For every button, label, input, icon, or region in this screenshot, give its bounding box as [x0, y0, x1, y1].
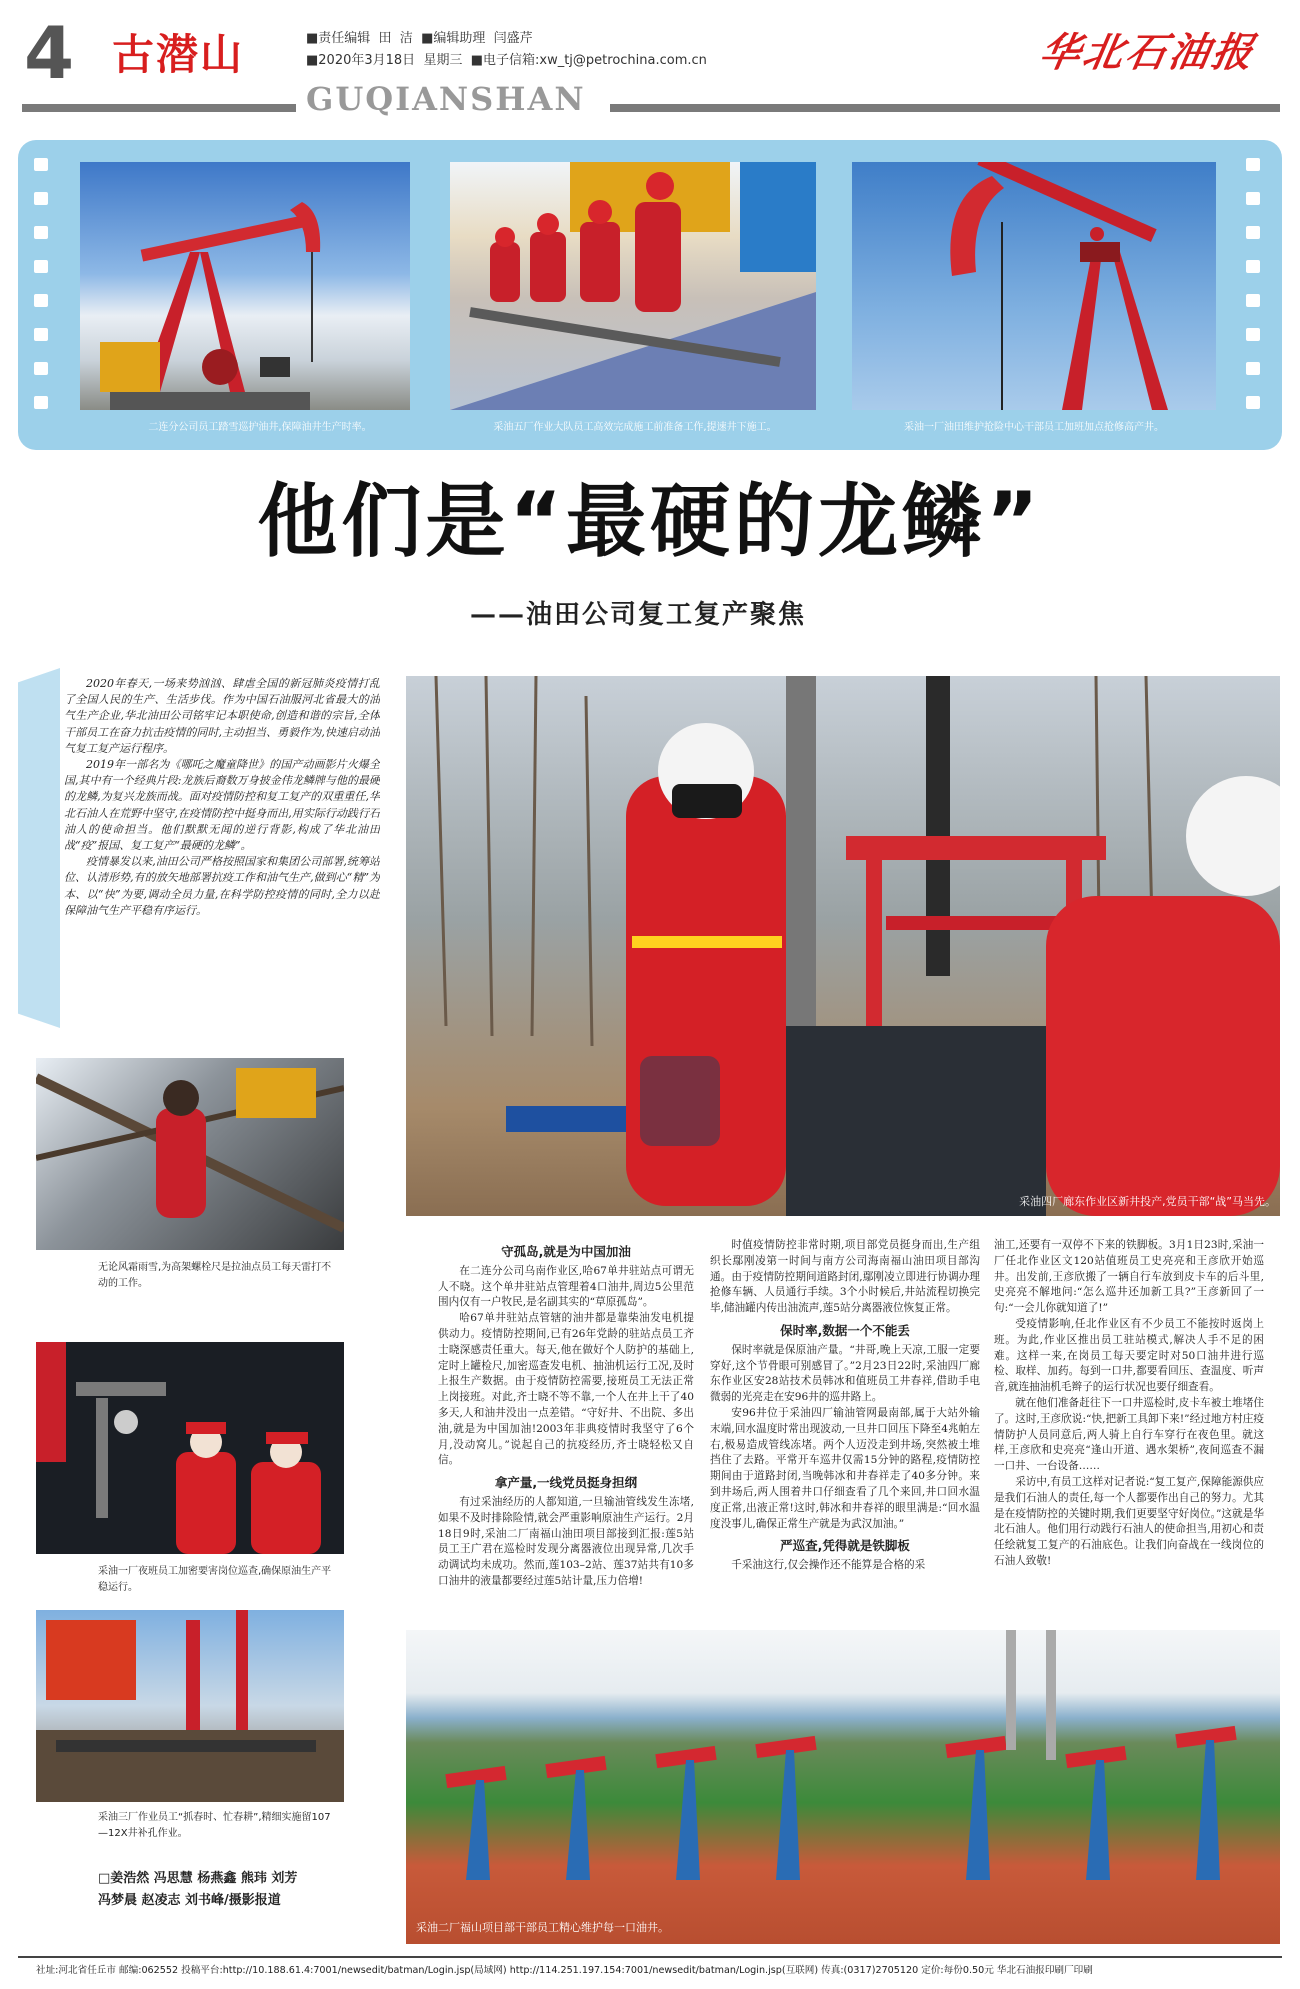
- top-caption-1: 二连分公司员工踏雪巡护油井,保障油井生产时率。: [148, 422, 372, 433]
- sprocket: [1246, 158, 1260, 171]
- main-photo: [406, 676, 1280, 1216]
- article-column-3: [994, 1238, 1264, 1628]
- article-paragraph: 安96井位于采油四厂输油管网最南部,属于大站外输末端,回水温度时常出现波动,一旦井口回压下降至4兆帕左右,极易造成管线冻堵。两个人迈没走到井场,突然被土堆挡住了去路。平常开车巡井仅需15分钟的路程,疫情防控期间由于道路封闭,当晚韩冰和井春祥走了40多分钟。来到井场后,两人围着井口仔细查看了几个来回,井口回水温度正常,出液正常!这时,韩冰和井春祥的眼里满是:“回水温度没事儿,确保正常生产就是为武汉加油。”: [710, 1406, 980, 1530]
- section-heading: 拿产量,一线党员挺身担纲: [494, 1475, 638, 1491]
- intro-text: [64, 676, 380, 1026]
- sprocket: [34, 260, 48, 273]
- masthead-rule-right: [610, 104, 1280, 112]
- sprocket: [34, 158, 48, 171]
- section-heading: 保时率,数据一个不能丢: [780, 1322, 910, 1338]
- top-photo-workers: [450, 162, 816, 410]
- article-paragraph: 就在他们准备赶往下一口井巡检时,皮卡车被土堆堵住了。这时,王彦欣说:“快,把新工具卸下来!”经过地方村庄疫情防护人员同意后,两人骑上自行车穿行在夜色里。就这样,王彦欣和史亮亮“逢山开道、遇水架桥”,夜间巡查不漏一口井、一台设备……: [994, 1396, 1264, 1473]
- reporter-credits: [98, 1868, 378, 1912]
- intro-paragraph: 2019年一部名为《哪吒之魔童降世》的国产动画影片火爆全国,其中有一个经典片段:龙族后裔数万身披金伟龙鳞牌与他的最硬的龙鳞,为复兴龙族而战。面对疫情防控和复工复产的双重重任,华北石油人在荒野中坚守,在疫情防控中挺身而出,用实际行动践行石油人的使命担当。他们默默无闻的逆行背影,构成了华北油田战“疫”报国、复工复产“最硬的龙鳞”。: [64, 758, 380, 853]
- article-paragraph: 哈67单井驻站点管辖的油井都是靠柴油发电机提供动力。疫情防控期间,已有26年党龄的驻站点员工齐士晓深感责任重大。每天,他在做好个人防护的基础上,定时上罐检尺,加密巡查发电机、抽油机运行工况,及时上报生产数据。由于疫情防控需要,接班员工无法正常上岗接班。对此,齐士晓不等不靠,一个人在井上干了40多天,人和油井没出一点差错。“守好井、不出院、多出油,就是为中国加油!2003年非典疫情时我坚守了6个月,没动窝儿。”说起自己的抗疫经历,齐士晓轻松又自信。: [438, 1312, 694, 1467]
- left-caption-2: 采油一厂夜班员工加密要害岗位巡查,确保原油生产平稳运行。: [98, 1566, 332, 1593]
- masthead-line2: ■2020年3月18日 星期三 ■电子信箱:xw_tj@petrochina.com.cn: [306, 53, 707, 68]
- main-photo-caption: 采油四厂廊东作业区新井投产,党员干部“战”马当先。: [1019, 1195, 1276, 1208]
- article-paragraph: 有过采油经历的人都知道,一旦输油管线发生冻堵,如果不及时排除险情,就会严重影响原油生产运行。2月18日9时,采油二厂南福山油田项目部接到汇报:莲5站员工王广君在巡检时发现分离器液位出现异常,几次手动调试均未成功。然而,莲103–2站、莲37站共有10多口油井的液量都要经过莲5站计量,压力倍增!: [438, 1495, 694, 1587]
- sprocket: [34, 192, 48, 205]
- intro-paragraph: 2020年春天,一场来势汹汹、肆虐全国的新冠肺炎疫情打乱了全国人民的生产、生活步伐。作为中国石油服河北省最大的油气生产企业,华北油田公司铭牢记本职使命,创造和谐的宗旨,全体干部员工在奋力抗击疫情的同时,主动担当、勇毅作为,快速启动油气复工复产运行程序。: [64, 677, 380, 755]
- sprocket: [1246, 260, 1260, 273]
- headline-title: 他们是“最硬的龙鳞”: [257, 475, 1043, 568]
- paper-logo: 华北石油报: [1035, 29, 1260, 76]
- section-heading: 严巡查,凭得就是铁脚板: [780, 1538, 910, 1554]
- left-caption-3: 采油三厂作业员工“抓春时、忙春耕”,精细实施留107—12X井补孔作业。: [98, 1812, 331, 1839]
- left-photo-spring-work: [36, 1610, 344, 1802]
- sprocket: [1246, 328, 1260, 341]
- article-column-2: [710, 1238, 980, 1628]
- sprocket: [34, 294, 48, 307]
- bottom-photo-oilfield: [406, 1630, 1280, 1944]
- section-heading: 守孤岛,就是为中国加油: [501, 1244, 631, 1259]
- sprocket: [1246, 362, 1260, 375]
- page-number: 4: [24, 11, 75, 95]
- article-paragraph: 采访中,有员工这样对记者说:“复工复产,保障能源供应是我们石油人的责任,每一个人都要作出自己的努力。尤其是在疫情防控的关键时期,我们更要坚守好岗位。”这就是华北石油人。他们用行动践行石油人的使命担当,用初心和责任绘就复工复产的石油底色。让我们向奋战在一线岗位的石油人致敬!: [994, 1475, 1264, 1567]
- top-photo-snow-pumpjack: [80, 162, 410, 410]
- article-paragraph: 油工,还要有一双停不下来的铁脚板。3月1日23时,采油一厂任北作业区文120站值班员工史亮亮和王彦欣开始巡井。出发前,王彦欣搬了一辆自行车放到皮卡车的后斗里,史亮亮不解地问:“怎么巡井还加新工具?”王彦新回了一句:“一会儿你就知道了!”: [994, 1239, 1264, 1315]
- article-column-1: [438, 1238, 694, 1628]
- sprocket: [1246, 226, 1260, 239]
- top-photo-repair: [852, 162, 1216, 410]
- top-caption-3: 采油一厂油田维护抢险中心干部员工加班加点抢修高产井。: [904, 422, 1164, 433]
- article-paragraph: 千采油这行,仅会操作还不能算是合格的采: [731, 1559, 926, 1572]
- sprocket: [34, 362, 48, 375]
- intro-background: [18, 668, 60, 1028]
- reporter-line: □姜浩然 冯思慧 杨燕鑫 熊玮 刘芳: [98, 1871, 298, 1886]
- article-paragraph: 时值疫情防控非常时期,项目部党员挺身而出,生产组织长鄢刚凌第一时间与南方公司海南福山油田项目部沟通。由于疫情防控期间道路封闭,鄢刚凌立即进行协调办理抢修车辆、人员通行手续。3个小时候后,井站流程切换完毕,储油罐内传出油流声,莲5站分离器液位恢复正常。: [710, 1239, 980, 1315]
- left-caption-1: 无论风霜雨雪,为高架螺栓尺是拉油点员工每天雷打不动的工作。: [98, 1262, 332, 1289]
- intro-paragraph: 疫情暴发以来,油田公司严格按照国家和集团公司部署,统筹站位、认清形势,有的放矢地部署抗疫工作和油气生产,做到心“精”为本、以“快”为要,调动全员力量,在科学防控疫情的同时,全力以赴保障油气生产平稳有序运行。: [64, 855, 380, 917]
- masthead-rule-left: [22, 104, 296, 112]
- top-caption-2: 采油五厂作业大队员工高效完成施工前准备工作,提速井下施工。: [493, 422, 777, 433]
- article-paragraph: 在二连分公司乌南作业区,哈67单井驻站点可谓无人不晓。这个单井驻站点管理着4口油井,周边5公里范围内仅有一户牧民,是名副其实的“草原孤岛”。: [438, 1264, 694, 1309]
- section-pinyin: GUQIANSHAN: [306, 80, 586, 118]
- left-photo-night-shift: [36, 1342, 344, 1554]
- footer-info: 社址:河北省任丘市 邮编:062552 投稿平台:http://10.188.61.4:7001/newsedit/batman/Login.jsp(局域网) http://114.251.197.154:7001/newsedit/batman/Login.jsp(互联网) 传真:(0317)2705120 定价:每份0.50元 华北石油报印刷厂印刷: [36, 1965, 1093, 1976]
- sprocket: [34, 396, 48, 409]
- article-paragraph: 保时率就是保原油产量。“井哥,晚上天凉,工服一定要穿好,这个节骨眼可别感冒了。”2月23日22时,采油四厂廊东作业区安28站技术员韩冰和值班员工井春祥,借助手电微弱的光亮走在安96井的巡井路上。: [710, 1343, 980, 1404]
- footer-rule: [18, 1956, 1282, 1958]
- sprocket: [34, 226, 48, 239]
- masthead-line1: ■责任编辑 田 洁 ■编辑助理 闫盛芹: [306, 31, 533, 46]
- article-paragraph: 受疫情影响,任北作业区有不少员工不能按时返岗上班。为此,作业区推出员工驻站模式,解决人手不足的困难。这样一来,在岗员工每天要定时对50口油井进行巡检、取样、加药。每到一口井,都要看回压、查温度、听声音,就连抽油机毛辫子的运行状况也要仔细查看。: [994, 1317, 1264, 1394]
- sprocket: [1246, 192, 1260, 205]
- sprocket: [1246, 294, 1260, 307]
- bottom-photo-caption: 采油二厂福山项目部干部员工精心维护每一口油井。: [416, 1921, 669, 1934]
- sprocket: [1246, 396, 1260, 409]
- headline-subtitle: ——油田公司复工复产聚焦: [470, 600, 807, 630]
- left-photo-snow-worker: [36, 1058, 344, 1250]
- reporter-line: 冯梦晨 赵凌志 刘书峰/摄影报道: [98, 1893, 281, 1908]
- section-title: 古潜山: [112, 30, 245, 79]
- sprocket: [34, 328, 48, 341]
